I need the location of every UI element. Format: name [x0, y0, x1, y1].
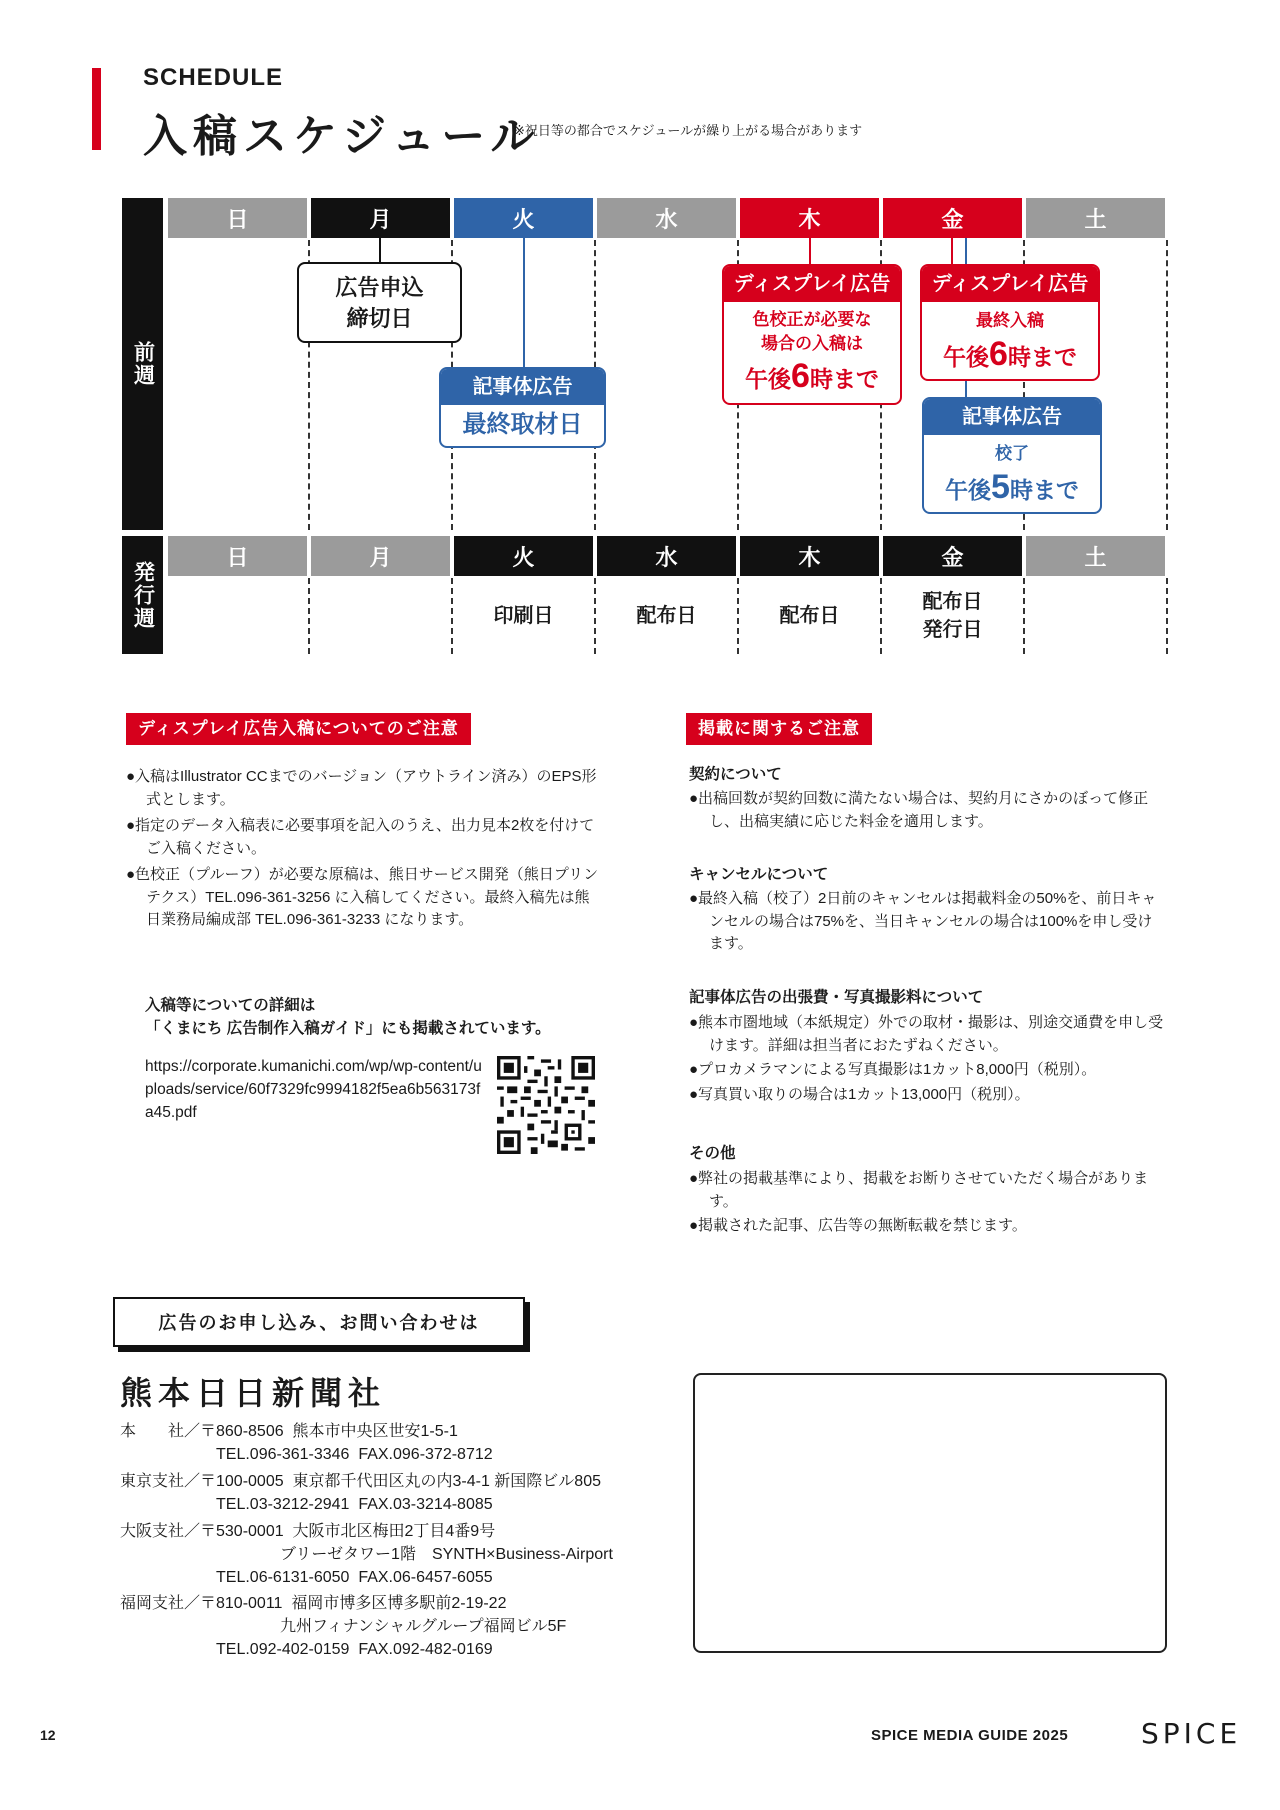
article-fri-title: 記事体広告: [924, 399, 1100, 435]
column-divider: [1023, 578, 1025, 654]
publish-notes-tag: 掲載に関するご注意: [686, 713, 872, 745]
print-day: 印刷日: [493, 605, 554, 627]
column-divider: [451, 578, 453, 654]
time-prefix: 午後: [745, 366, 792, 392]
holiday-note: ※祝日等の都合でスケジュールが繰り上がる場合があります: [514, 123, 863, 138]
contact-button[interactable]: 広告のお申し込み、お問い合わせは: [113, 1297, 525, 1347]
prev-day-sun: 日: [168, 198, 307, 238]
list-item: ●入稿はIllustrator CCまでのバージョン（アウトライン済み）のEPS形式とします。: [126, 768, 597, 808]
time-number: 6: [791, 357, 810, 395]
time-suffix: 時まで: [1009, 477, 1079, 503]
distribution-day-wed: 配布日: [636, 605, 697, 627]
issue-day-fri: 金: [883, 536, 1022, 576]
page-number: 12: [40, 1727, 56, 1743]
section-body: [689, 888, 1164, 958]
guide-detail-2: 「くまにち 広告制作入稿ガイド」にも掲載されています。: [145, 1020, 551, 1037]
list-item: ●色校正（プルーフ）が必要な原稿は、熊日サービス開発（熊日プリンテクス）TEL.096-361-3256 に入稿してください。最終入稿先は熊日業務局編成部 TEL.096-361-3233 になります。: [126, 866, 599, 928]
section-heading: キャンセルについて: [689, 866, 829, 883]
office-fukuoka: 福岡支社／〒810-0011 福岡市博多区博多駅前2-19-22 九州フィナンシャルグループ福岡ビル5F TEL.092-402-0159 FAX.092-482-0169: [120, 1595, 567, 1658]
time-number: 6: [989, 335, 1008, 373]
section-body: [689, 1168, 1164, 1240]
article-interview-box: [439, 367, 606, 448]
display-notes-tag: ディスプレイ広告入稿についてのご注意: [126, 713, 471, 745]
article-fri-line1: 校了: [995, 444, 1029, 463]
section-heading: その他: [689, 1145, 736, 1162]
office-tokyo: 東京支社／〒100-0005 東京都千代田区丸の内3-4-1 新国際ビル805 TEL.03-3212-2941 FAX.03-3214-8085: [120, 1473, 602, 1513]
list-item: ●指定のデータ入稿表に必要事項を記入のうえ、出力見本2枚を付けてご入稿ください。: [126, 817, 595, 857]
section-heading: 契約について: [689, 766, 782, 783]
display-fri-line1: 最終入稿: [976, 311, 1044, 330]
issue-day-mon: 月: [311, 536, 450, 576]
issue-day-thu: 木: [740, 536, 879, 576]
section-body: [689, 788, 1164, 835]
article-interview-body: 最終取材日: [462, 411, 583, 438]
prev-day-fri: 金: [883, 198, 1022, 238]
issue-day-tue: 火: [454, 536, 593, 576]
column-divider: [1166, 578, 1168, 654]
qr-code: [497, 1056, 595, 1154]
list-item: ●掲載された記事、広告等の無断転載を禁じます。: [689, 1217, 1027, 1234]
display-fri-title: ディスプレイ広告: [922, 266, 1098, 302]
time-prefix: 午後: [943, 344, 990, 370]
column-divider: [880, 578, 882, 654]
time-suffix: 時まで: [809, 366, 879, 392]
list-item: ●出稿回数が契約回数に満たない場合は、契約月にさかのぼって修正し、出稿実績に応じた料金を適用します。: [689, 790, 1149, 830]
deadline-line1: 広告申込: [335, 275, 424, 300]
deadline-line2: 締切日: [346, 306, 413, 331]
list-item: ●弊社の掲載基準により、掲載をお断りさせていただく場合があります。: [689, 1170, 1149, 1210]
prev-day-tue: 火: [454, 198, 593, 238]
distribution-day-fri: 配布日: [922, 591, 983, 613]
issue-day-sun: 日: [168, 536, 307, 576]
connector-line: [523, 238, 525, 368]
blank-stamp-box: [693, 1373, 1167, 1653]
application-deadline-box: [297, 262, 462, 343]
column-divider: [1166, 240, 1168, 530]
section-body: [689, 1012, 1164, 1108]
distribution-day-thu: 配布日: [779, 605, 840, 627]
time-prefix: 午後: [945, 477, 992, 503]
company-name: 熊本日日新聞社: [120, 1375, 387, 1411]
article-interview-title: 記事体広告: [441, 369, 604, 405]
connector-line: [809, 238, 811, 266]
display-thu-line1: 色校正が必要な: [752, 310, 872, 329]
office-osaka: 大阪支社／〒530-0001 大阪市北区梅田2丁目4番9号 ブリーゼタワー1階 SYNTH×Business-Airport TEL.06-6131-6050 FAX.06-6457-6055: [120, 1523, 613, 1586]
issue-day-wed: 水: [597, 536, 736, 576]
prev-day-sat: 土: [1026, 198, 1165, 238]
prev-day-mon: 月: [311, 198, 450, 238]
time-number: 5: [991, 468, 1010, 506]
column-divider: [594, 578, 596, 654]
page-title: 入稿スケジュール: [143, 112, 541, 161]
display-thu-box: [722, 264, 902, 405]
list-item: ●熊本市圏地域（本紙規定）外での取材・撮影は、別途交通費を申し受けます。詳細は担当者におたずねください。: [689, 1014, 1164, 1054]
guide-title: SPICE MEDIA GUIDE 2025: [871, 1727, 1069, 1744]
display-thu-title: ディスプレイ広告: [724, 266, 900, 302]
column-divider: [737, 578, 739, 654]
prev-day-wed: 水: [597, 198, 736, 238]
spice-logo: SPICE: [1141, 1717, 1242, 1750]
issue-day-sat: 土: [1026, 536, 1165, 576]
section-label: SCHEDULE: [143, 64, 284, 91]
guide-url-link[interactable]: https://corporate.kumanichi.com/wp/wp-content/uploads/service/60f7329fc9994182f5ea6b563173fa45.pdf: [145, 1058, 482, 1121]
office-head: 本 社／〒860-8506 熊本市中央区世安1-5-1 TEL.096-361-3346 FAX.096-372-8712: [120, 1423, 493, 1463]
issue-week-label: 発行週: [122, 536, 163, 654]
display-fri-box: [920, 264, 1100, 381]
publish-day: 発行日: [922, 619, 983, 641]
display-notes-list: [126, 766, 601, 934]
list-item: ●プロカメラマンによる写真撮影は1カット8,000円（税別）。: [689, 1061, 1097, 1078]
article-fri-box: [922, 397, 1102, 514]
prev-day-thu: 木: [740, 198, 879, 238]
prev-week-label: 前週: [122, 198, 163, 530]
column-divider: [308, 578, 310, 654]
connector-line: [379, 238, 381, 262]
header-accent-bar: [92, 68, 101, 150]
time-suffix: 時まで: [1007, 344, 1077, 370]
connector-line: [951, 238, 953, 266]
section-heading: 記事体広告の出張費・写真撮影料について: [689, 989, 984, 1006]
guide-detail-1: 入稿等についての詳細は: [145, 997, 316, 1014]
list-item: ●写真買い取りの場合は1カット13,000円（税別）。: [689, 1085, 1030, 1103]
list-item: ●最終入稿（校了）2日前のキャンセルは掲載料金の50%を、前日キャンセルの場合は75%を、当日キャンセルの場合は100%を申し受けます。: [689, 890, 1157, 952]
display-thu-line2: 場合の入稿は: [761, 334, 863, 353]
